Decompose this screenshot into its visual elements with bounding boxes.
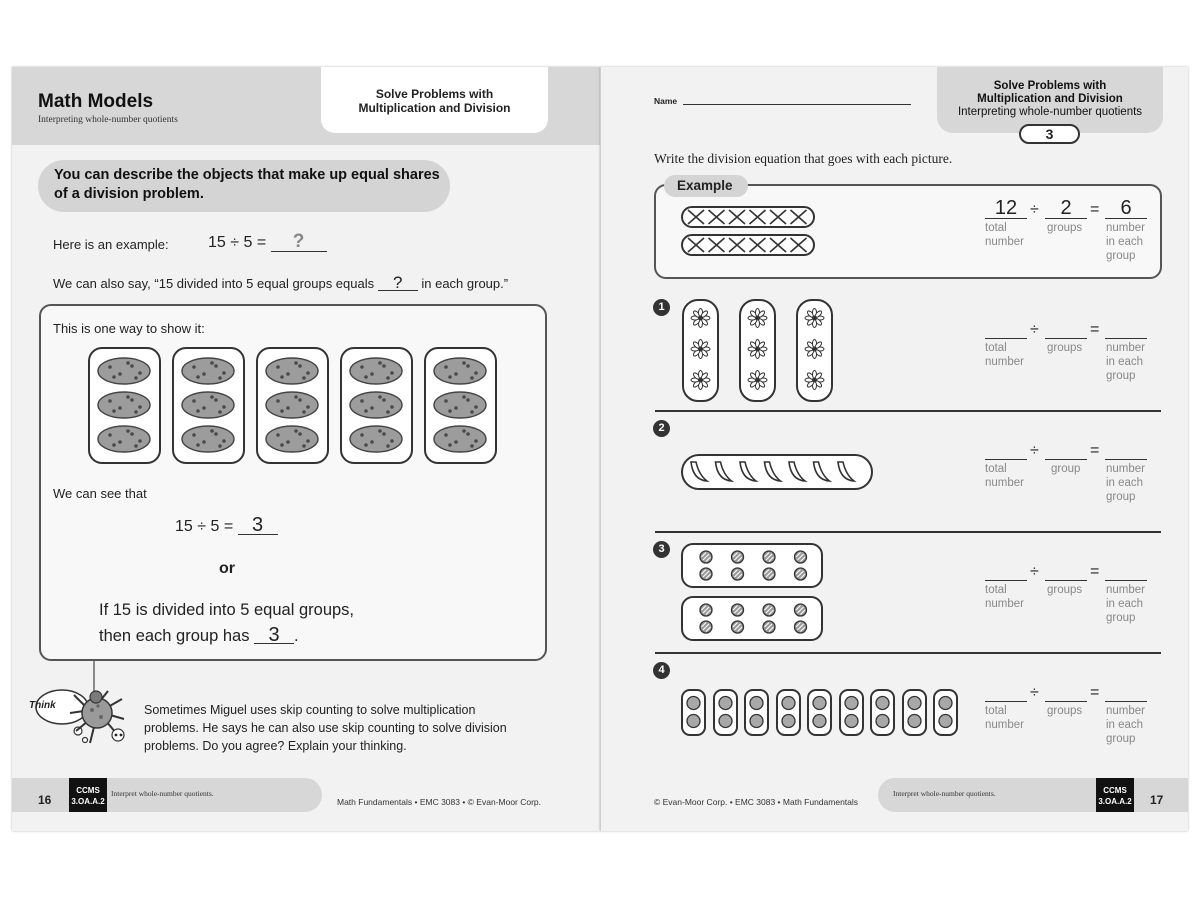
example-answer-blank: ?: [271, 233, 327, 252]
groups-blank: 2: [1045, 197, 1087, 219]
total-number-blank: [985, 680, 1027, 702]
circle-icons: [746, 691, 767, 734]
circle-icons: [683, 691, 704, 734]
equation-0: [985, 197, 1165, 273]
total-number-blank: [985, 438, 1027, 460]
topic-tab-line-2: Multiplication and Division: [358, 101, 511, 115]
we-can-see-label: We can see that: [53, 486, 147, 501]
think-prompt-line-2: problems. He says he can also use skip counting to solve division: [144, 721, 507, 735]
circle-icons: [935, 691, 956, 734]
caption-text: in each: [1106, 356, 1144, 368]
problem-3-number: 3: [653, 541, 670, 558]
ccms-badge: [69, 778, 107, 812]
model-box: [39, 304, 547, 661]
button-group-1: [681, 689, 706, 736]
button-group-7: [870, 689, 895, 736]
banana-row: [683, 456, 871, 493]
each-group-blank: [1105, 438, 1147, 460]
groups-blank: [1045, 559, 1087, 581]
caption-text: group: [1106, 370, 1136, 382]
caption-text: total: [985, 705, 1007, 717]
topic-tab-line-1: Solve Problems with: [993, 80, 1107, 92]
caption-text: number: [1106, 463, 1145, 475]
each-group-blank: 6: [1105, 197, 1147, 219]
caption-text: number: [985, 236, 1024, 248]
caption-text: groups: [1047, 584, 1083, 596]
cookie-plate-4: [340, 347, 413, 464]
caption-text: number: [985, 719, 1024, 731]
caption-total-number: [985, 341, 1024, 369]
caption-number-in-each-group: [1106, 583, 1145, 625]
caption-text: total: [985, 222, 1007, 234]
equation-4[interactable]: [985, 680, 1165, 756]
caption-number-in-each-group: [1106, 704, 1145, 746]
caption-text: group: [1106, 733, 1136, 745]
button-group-8: [902, 689, 927, 736]
button-group-2: [713, 689, 738, 736]
divide-sign: ÷: [1030, 442, 1039, 459]
caption-groups: [1047, 583, 1082, 597]
example-x-row-1: [683, 208, 813, 231]
x-mark-icons: [683, 236, 813, 254]
circle-icons: [872, 691, 893, 734]
example-label: Here is an example:: [53, 237, 169, 252]
result-answer: 3: [238, 516, 278, 535]
caption-groups: [1047, 341, 1082, 355]
example-equation-text: 15 ÷ 5 =: [208, 234, 267, 251]
name-label: Name: [654, 96, 678, 106]
topic-tab: [321, 67, 548, 133]
caption-text: number: [1106, 342, 1145, 354]
right-page: [600, 67, 1188, 831]
cookie-icon-group: [90, 349, 159, 462]
result-equation-text: 15 ÷ 5 =: [175, 518, 234, 535]
if-statement-text: then each group has: [99, 627, 250, 645]
caption-text: number: [1106, 705, 1145, 717]
page-number: 16: [38, 793, 52, 807]
button-group-6: [839, 689, 864, 736]
total-number-blank: 12: [985, 197, 1027, 219]
page-subtitle: Interpreting whole-number quotients: [38, 115, 178, 125]
each-group-blank: [1105, 680, 1147, 702]
caption-text: groups: [1047, 705, 1083, 717]
if-statement-period: .: [294, 627, 299, 645]
each-group-blank: [1105, 559, 1147, 581]
caption-text: total: [985, 463, 1007, 475]
page-title: Math Models: [38, 91, 154, 112]
ball-icons: [683, 545, 821, 586]
circle-icons: [715, 691, 736, 734]
caption-total-number: [985, 462, 1024, 490]
groups-blank: [1045, 438, 1087, 460]
also-say-end: in each group.”: [421, 276, 509, 291]
caption-groups: [1051, 462, 1080, 476]
caption-number-in-each-group: [1106, 462, 1145, 504]
caption-text: number: [985, 477, 1024, 489]
intro-banner: [38, 160, 450, 212]
problem-2-picture: [681, 454, 873, 490]
divide-sign: ÷: [1030, 201, 1039, 218]
problem-2-number: 2: [653, 420, 670, 437]
example-group-1: [681, 206, 815, 228]
if-statement: [99, 597, 354, 649]
ccms-label: CCMS: [76, 786, 100, 795]
also-say-text: We can also say, “15 divided into 5 equal groups equals: [53, 276, 375, 291]
cookie-icon-group: [342, 349, 411, 462]
caption-text: group: [1106, 491, 1136, 503]
divider-3: [655, 652, 1161, 654]
equals-sign: =: [1090, 442, 1100, 459]
button-group-9: [933, 689, 958, 736]
flower-icons: [798, 301, 831, 400]
name-line: [683, 104, 911, 105]
think-prompt: [144, 701, 544, 755]
caption-text: group: [1051, 463, 1081, 475]
equals-sign: =: [1090, 684, 1100, 701]
equals-sign: =: [1090, 563, 1100, 580]
caption-text: total: [985, 342, 1007, 354]
caption-total-number: [985, 583, 1024, 611]
caption-number-in-each-group: [1106, 221, 1145, 263]
topic-tab-line-1: Solve Problems with: [375, 87, 494, 101]
instructions: Write the division equation that goes with each picture.: [654, 151, 953, 166]
cookie-icon-group: [258, 349, 327, 462]
equation-1[interactable]: [985, 317, 1165, 393]
caption-number-in-each-group: [1106, 341, 1145, 383]
footer-standard: Interpret whole-number quotients.: [893, 789, 996, 798]
model-box-intro: This is one way to show it:: [53, 321, 205, 336]
flower-group-1: [682, 299, 719, 402]
think-prompt-line-1: Sometimes Miguel uses skip counting to solve multiplication: [144, 703, 476, 717]
caption-text: group: [1106, 612, 1136, 624]
if-statement-answer: 3: [254, 627, 294, 644]
cookie-plate-5: [424, 347, 497, 464]
caption-text: total: [985, 584, 1007, 596]
if-statement-line-1: If 15 is divided into 5 equal groups,: [99, 601, 355, 619]
cookie-plate-3: [256, 347, 329, 464]
topic-tab-line-2: Multiplication and Division: [977, 93, 1123, 105]
example-label: Example: [664, 175, 748, 197]
caption-text: group: [1106, 250, 1136, 262]
button-group-4: [776, 689, 801, 736]
flower-icons: [684, 301, 717, 400]
caption-total-number: [985, 221, 1024, 249]
ccms-label: CCMS: [1103, 786, 1127, 795]
cookie-icon-group: [174, 349, 243, 462]
banana-icons: [683, 456, 871, 488]
caption-text: number: [1106, 584, 1145, 596]
also-say-blank: ?: [378, 275, 418, 291]
result-equation: [175, 516, 278, 536]
flower-group-3: [796, 299, 833, 402]
circle-icons: [778, 691, 799, 734]
divide-sign: ÷: [1030, 684, 1039, 701]
total-number-blank: [985, 317, 1027, 339]
example-x-row-2: [683, 236, 813, 259]
equation-2[interactable]: [985, 438, 1165, 514]
total-number-blank: [985, 559, 1027, 581]
flower-group-2: [739, 299, 776, 402]
problem-1-number: 1: [653, 299, 670, 316]
equals-sign: =: [1090, 321, 1100, 338]
equation-3[interactable]: [985, 559, 1165, 635]
think-label: Think: [29, 700, 56, 711]
button-group-3: [744, 689, 769, 736]
circle-icons: [809, 691, 830, 734]
equals-sign: =: [1090, 201, 1100, 218]
caption-text: groups: [1047, 222, 1083, 234]
caption-groups: [1047, 704, 1082, 718]
intro-banner-line-1: You can describe the objects that make up equal shares: [54, 167, 440, 183]
ball-group-1: [681, 543, 823, 588]
ccms-code: 3.OA.A.2: [71, 797, 105, 806]
caption-text: in each: [1106, 236, 1144, 248]
divide-sign: ÷: [1030, 321, 1039, 338]
divider-1: [655, 410, 1161, 412]
each-group-blank: [1105, 317, 1147, 339]
circle-icons: [904, 691, 925, 734]
example-equation: [208, 233, 327, 252]
caption-total-number: [985, 704, 1024, 732]
think-prompt-line-3: problems. Do you agree? Explain your thinking.: [144, 739, 407, 753]
left-page: [12, 67, 600, 831]
caption-text: number: [985, 598, 1024, 610]
divider-2: [655, 531, 1161, 533]
caption-text: number: [1106, 222, 1145, 234]
divide-sign: ÷: [1030, 563, 1039, 580]
footer-credit: © Evan-Moor Corp. • EMC 3083 • Math Fundamentals: [654, 797, 859, 807]
cookie-plate-1: [88, 347, 161, 464]
ball-icons: [683, 598, 821, 639]
example-group-2: [681, 234, 815, 256]
caption-text: in each: [1106, 477, 1144, 489]
caption-text: groups: [1047, 342, 1083, 354]
caption-groups: [1047, 221, 1082, 235]
problem-4-number: 4: [653, 662, 670, 679]
groups-blank: [1045, 680, 1087, 702]
cookie-plate-2: [172, 347, 245, 464]
button-group-5: [807, 689, 832, 736]
x-mark-icons: [683, 208, 813, 226]
caption-text: number: [985, 356, 1024, 368]
topic-tab-line-3: Interpreting whole-number quotients: [957, 106, 1143, 118]
footer-standard: Interpret whole-number quotients.: [111, 789, 214, 798]
caption-text: in each: [1106, 719, 1144, 731]
or-label: or: [219, 560, 235, 577]
cookie-icon-group: [426, 349, 495, 462]
caption-text: in each: [1106, 598, 1144, 610]
ball-group-2: [681, 596, 823, 641]
page-number: 17: [1150, 793, 1164, 807]
lesson-number-badge: 3: [1019, 124, 1080, 144]
if-statement-line-2: [99, 623, 354, 649]
circle-icons: [841, 691, 862, 734]
flower-icons: [741, 301, 774, 400]
ccms-badge: [1096, 778, 1134, 812]
intro-banner-line-2: of a division problem.: [54, 186, 204, 202]
footer-credit: Math Fundamentals • EMC 3083 • © Evan-Moor Corp.: [337, 797, 542, 807]
groups-blank: [1045, 317, 1087, 339]
also-say-sentence: [53, 275, 508, 291]
ccms-code: 3.OA.A.2: [1098, 797, 1132, 806]
